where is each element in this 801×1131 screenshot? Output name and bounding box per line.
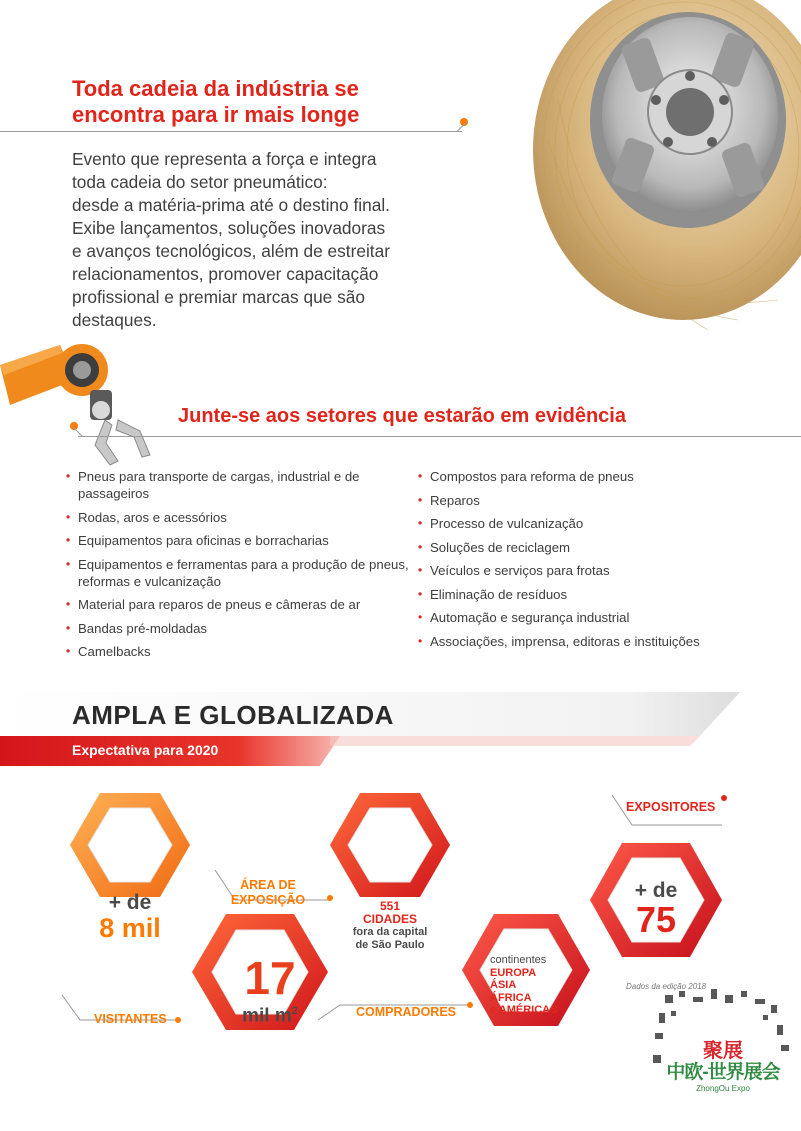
intro-line: destaques. <box>72 310 157 330</box>
area-unit-text: mil m <box>242 1005 292 1027</box>
exhibitors-note: Dados da edição 2018 <box>626 982 707 991</box>
cities-line-3: de São Paulo <box>355 939 425 951</box>
list-item: • Veículos e serviços para frotas <box>418 562 758 579</box>
area-label-line-2: EXPOSIÇÃO <box>230 893 306 907</box>
area-number: 17 <box>244 952 296 1004</box>
intro-line: desde a matéria-prima até o destino final. <box>72 195 390 215</box>
banner-title: AMPLA E GLOBALIZADA <box>72 700 394 730</box>
tire-wheel-illustration <box>478 0 801 338</box>
list-item: • Associações, imprensa, editoras e instituições <box>418 633 758 650</box>
list-item: • Soluções de reciclagem <box>418 539 758 556</box>
list-item: • Bandas pré-moldadas <box>66 620 411 637</box>
exhibitors-number: 75 <box>635 899 677 940</box>
robot-arm-illustration <box>0 335 170 470</box>
intro-line: Evento que representa a força e integra <box>72 149 377 169</box>
continents-value <box>486 954 570 1017</box>
headline-line-2: encontra para ir mais longe <box>72 102 360 127</box>
exhibitors-label: EXPOSITORES <box>626 800 716 814</box>
watermark-line-3: ZhongOu Expo <box>696 1084 750 1093</box>
intro-line: Exibe lançamentos, soluções inovadoras <box>72 218 386 238</box>
headline-divider <box>0 131 462 132</box>
visitors-label: VISITANTES <box>94 1012 167 1026</box>
list-item: • Camelbacks <box>66 643 411 660</box>
cities-line-1: 551 CIDADES <box>362 899 417 926</box>
headline-line-1: Toda cadeia da indústria se <box>72 76 359 101</box>
list-item: • Pneus para transporte de cargas, industrial e de passageiros <box>66 468 411 502</box>
sectors-divider <box>78 436 801 437</box>
continent-africa: ÁFRICA <box>490 991 532 1004</box>
list-item: • Compostos para reforma de pneus <box>418 468 758 485</box>
visitors-value <box>88 892 172 942</box>
sector-list-left <box>66 468 411 667</box>
sectors-heading: Junte-se aos setores que estarão em evidência <box>178 405 626 427</box>
list-item: • Equipamentos para oficinas e borracharias <box>66 532 411 549</box>
continents-lead: continentes <box>490 954 547 966</box>
list-item: • Processo de vulcanização <box>418 515 758 532</box>
watermark-line-2: 中欧-世界展会 <box>666 1062 780 1083</box>
exhibitors-prefix: + de <box>634 879 678 902</box>
list-item: • Automação e segurança industrial <box>418 609 758 626</box>
section-headline <box>72 76 472 128</box>
visitors-number: 8 mil <box>99 913 161 943</box>
intro-line: profissional e premiar marcas que são <box>72 287 365 307</box>
area-label-line-1: ÁREA DE <box>240 878 296 892</box>
intro-line: e avanços tecnológicos, além de estreitar <box>72 241 390 261</box>
sector-list-right <box>418 468 758 656</box>
visitors-prefix: + de <box>108 891 152 914</box>
intro-paragraph <box>72 148 492 332</box>
continent-americas: e AMÉRICAS <box>490 1004 558 1016</box>
list-item: • Rodas, aros e acessórios <box>66 509 411 526</box>
banner-subtitle: Expectativa para 2020 <box>72 742 219 758</box>
list-item: • Reparos <box>418 492 758 509</box>
area-label <box>228 878 308 908</box>
area-value <box>222 952 318 1027</box>
cities-line-2: fora da capital <box>352 926 428 938</box>
intro-line: relacionamentos, promover capacitação <box>72 264 379 284</box>
watermark-line-1: 聚展 <box>703 1040 743 1062</box>
exhibitors-value <box>616 880 696 938</box>
area-unit-sup: 2 <box>291 1005 298 1017</box>
intro-line: toda cadeia do setor pneumático: <box>72 172 328 192</box>
buyers-label: COMPRADORES <box>356 1005 457 1019</box>
cities-value <box>352 900 428 952</box>
area-unit <box>222 1001 318 1026</box>
list-item: • Material para reparos de pneus e câmeras de ar <box>66 596 411 613</box>
watermark-logo-text <box>658 1040 788 1093</box>
list-item: • Equipamentos e ferramentas para a produção de pneus, reformas e vulcanização <box>66 556 411 590</box>
continent-asia: ÁSIA <box>490 979 517 991</box>
list-item: • Eliminação de resíduos <box>418 586 758 603</box>
continent-europe: EUROPA <box>490 966 537 979</box>
